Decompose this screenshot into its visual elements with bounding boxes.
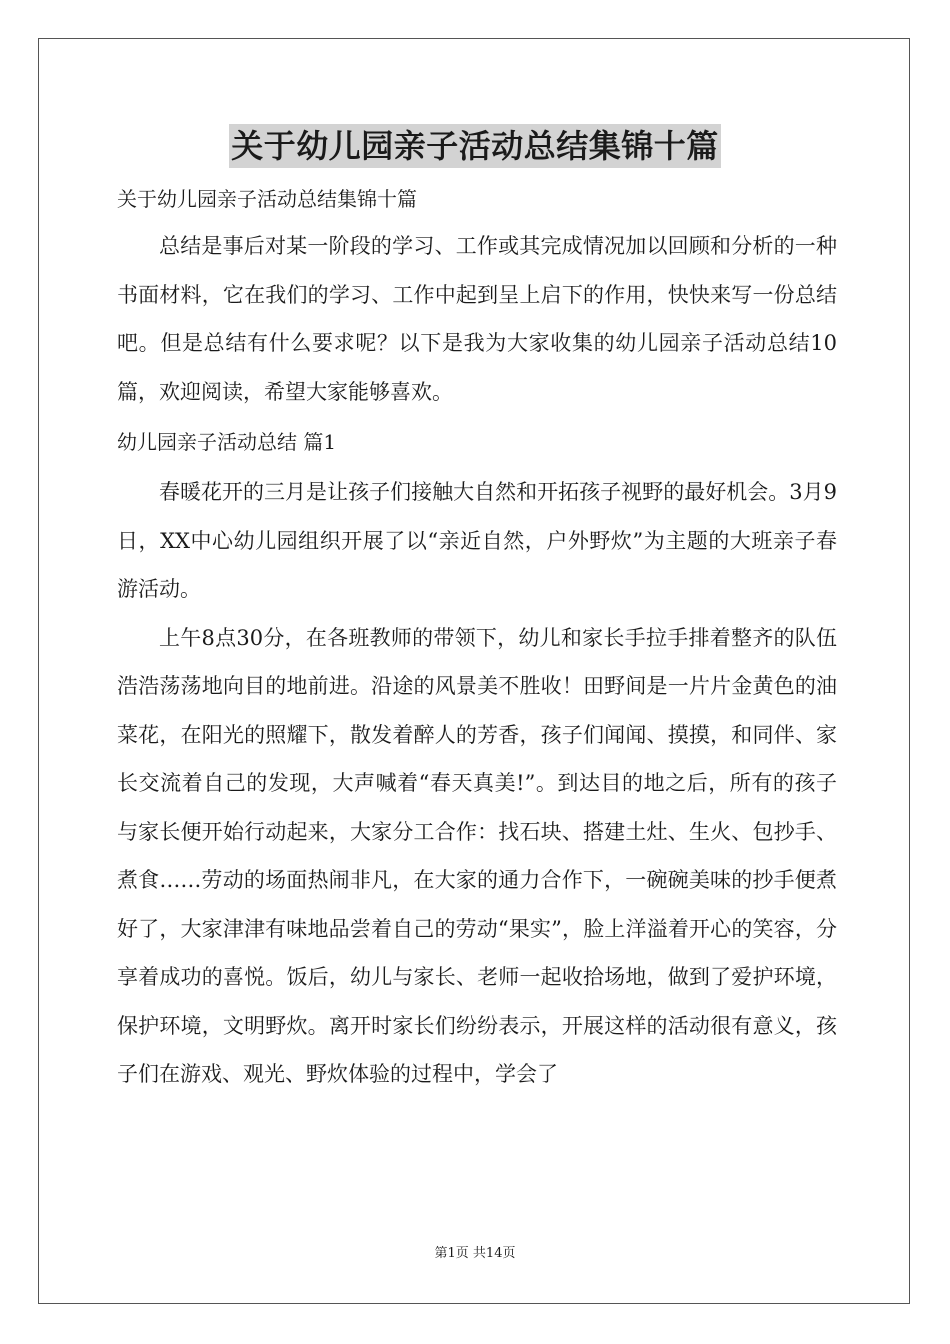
body-paragraph-2: 上午8点30分，在各班教师的带领下，幼儿和家长手拉手排着整齐的队伍浩浩荡荡地向目的地前进。沿途的风景美不胜收！田野间是一片片金黄色的油菜花，在阳光的照耀下，散发着醉人的芳香，孩子们闻闻、摸摸，和同伴、家长交流着自己的发现，大声喊着“春天真美!”。到达目的地之后，所有的孩子与家长便开始行动起来，大家分工合作：找石块、搭建土灶、生火、包抄手、煮食……劳动的场面热闹非凡，在大家的通力合作下，一碗碗美味的抄手便煮好了，大家津津有味地品尝着自己的劳动“果实”，脸上洋溢着开心的笑容，分享着成功的喜悦。饭后，幼儿与家长、老师一起收拾场地，做到了爱护环境，保护环境，文明野炊。离开时家长们纷纷表示，开展这样的活动很有意义，孩子们在游戏、观光、野炊体验的过程中，学会了 bbox=[117, 625, 837, 1086]
document-title: 关于幼儿园亲子活动总结集锦十篇 bbox=[229, 124, 721, 168]
document-body bbox=[117, 180, 837, 1099]
intro-paragraph: 总结是事后对某一阶段的学习、工作或其完成情况加以回顾和分析的一种书面材料，它在我们的学习、工作中起到呈上启下的作用，快快来写一份总结吧。但是总结有什么要求呢？以下是我为大家收集的幼儿园亲子活动总结10篇，欢迎阅读，希望大家能够喜欢。 bbox=[117, 234, 837, 404]
body-paragraph-1: 春暖花开的三月是让孩子们接触大自然和开拓孩子视野的最好机会。3月9日，XX中心幼儿园组织开展了以“亲近自然，户外野炊”为主题的大班亲子春游活动。 bbox=[117, 480, 837, 601]
section-heading: 幼儿园亲子活动总结 篇1 bbox=[117, 430, 337, 454]
page-footer: 第1页 共14页 bbox=[434, 1246, 516, 1261]
document-subtitle: 关于幼儿园亲子活动总结集锦十篇 bbox=[117, 187, 417, 211]
title-container bbox=[0, 124, 950, 168]
